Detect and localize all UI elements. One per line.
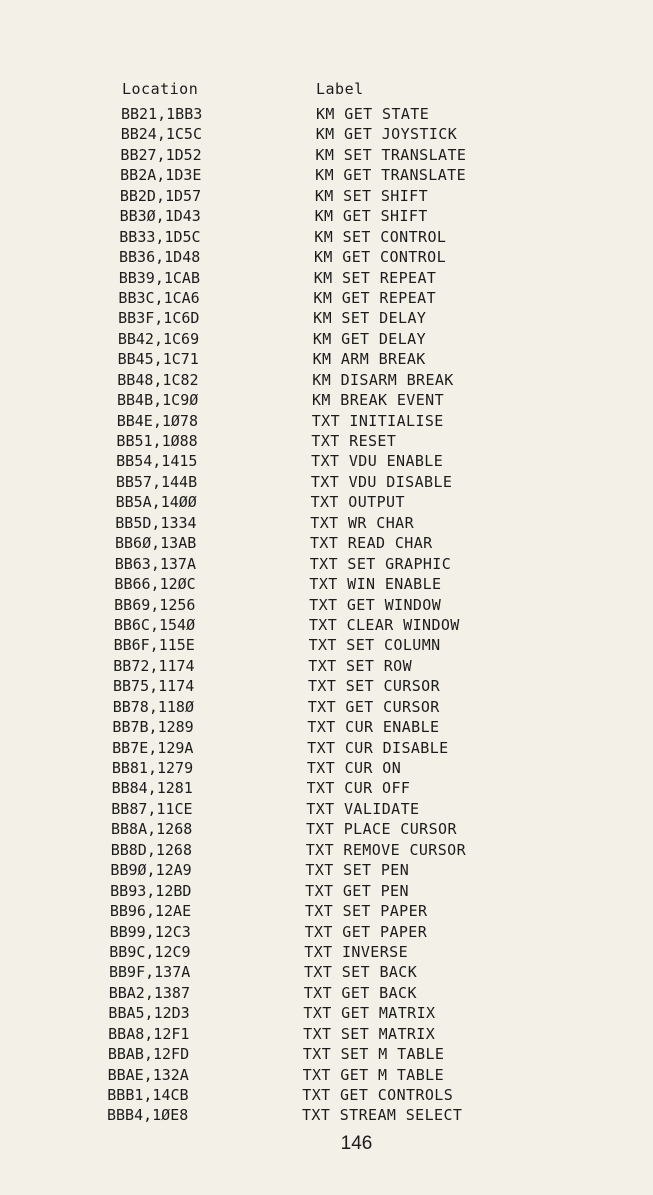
location-cell: BB8A,1268 — [111, 820, 193, 839]
label-cell: KM SET SHIFT — [314, 186, 429, 205]
label-cell: TXT CUR ENABLE — [307, 718, 440, 737]
table-row — [0, 370, 653, 390]
label-cell: TXT PLACE CURSOR — [306, 820, 457, 839]
table-row — [0, 860, 653, 880]
label-cell: TXT SET COLUMN — [308, 636, 441, 655]
location-cell: BBAB,12FD — [107, 1045, 190, 1064]
label-column-header: Label — [316, 80, 364, 98]
location-cell: BB51,1Ø88 — [116, 432, 198, 450]
table-row — [0, 145, 653, 165]
label-cell: TXT SET BACK — [304, 963, 418, 982]
table-row — [0, 881, 653, 901]
location-cell: BB66,12ØC — [114, 575, 196, 594]
label-cell: KM GET REPEAT — [313, 288, 437, 307]
table-row — [0, 492, 653, 512]
label-cell: TXT VDU DISABLE — [310, 472, 453, 491]
location-cell: BB93,12BD — [110, 881, 192, 900]
table-row — [0, 717, 653, 737]
label-cell: TXT SET PAPER — [304, 902, 428, 921]
location-cell: BBAE,132A — [107, 1065, 189, 1084]
location-cell: BB7B,1289 — [112, 718, 194, 737]
label-cell: TXT STREAM SELECT — [302, 1106, 463, 1125]
entry-list — [0, 104, 653, 1126]
location-cell: BB9Ø,12A9 — [110, 861, 192, 880]
table-row — [0, 165, 653, 185]
label-cell: KM SET TRANSLATE — [315, 145, 467, 164]
location-cell: BB36,1D48 — [119, 248, 201, 267]
location-cell: BB9C,12C9 — [109, 942, 191, 961]
table-row — [0, 206, 653, 226]
table-row — [0, 962, 653, 982]
location-cell: BB5A,14ØØ — [115, 493, 197, 512]
table-row — [0, 1044, 653, 1064]
page-number: 146 — [340, 1133, 373, 1154]
label-cell: TXT CUR ON — [306, 759, 402, 777]
location-cell: BB75,1174 — [113, 677, 195, 696]
label-cell: TXT GET MATRIX — [303, 1004, 436, 1023]
location-cell: BB57,144B — [115, 472, 198, 491]
location-cell: BB2A,1D3E — [120, 166, 202, 185]
table-row — [0, 329, 653, 349]
location-cell: BBA2,1387 — [108, 983, 190, 1002]
label-cell: KM GET JOYSTICK — [315, 125, 458, 144]
table-row — [0, 635, 653, 655]
location-cell: BB2D,1D57 — [119, 186, 202, 205]
table-row — [0, 922, 653, 942]
table-row — [0, 411, 653, 431]
table-row — [0, 513, 653, 533]
location-cell: BB72,1174 — [113, 656, 195, 675]
label-cell: KM GET DELAY — [312, 329, 427, 348]
location-cell: BB78,118Ø — [112, 697, 194, 716]
location-cell: BB8D,1268 — [110, 840, 192, 859]
label-cell: KM SET CONTROL — [314, 227, 447, 246]
label-cell: KM ARM BREAK — [312, 350, 426, 369]
label-cell: TXT RESET — [311, 432, 397, 450]
location-cell: BB24,1C5C — [120, 125, 202, 144]
label-cell: KM GET STATE — [316, 105, 430, 123]
location-cell: BB6C,154Ø — [113, 615, 196, 634]
table-row — [0, 574, 653, 594]
location-cell: BB45,1C71 — [117, 350, 199, 369]
label-cell: TXT GET WINDOW — [309, 595, 442, 614]
label-cell: TXT GET CURSOR — [307, 697, 440, 716]
location-cell: BBB4,1ØE8 — [107, 1106, 189, 1125]
label-cell: TXT VDU ENABLE — [311, 452, 444, 471]
table-row — [0, 124, 653, 144]
location-cell: BB42,1C69 — [117, 329, 200, 348]
label-cell: TXT READ CHAR — [310, 534, 433, 553]
location-cell: BB3Ø,1D43 — [119, 207, 201, 226]
label-cell: KM SET DELAY — [313, 309, 427, 328]
location-cell: BB87,11CE — [111, 799, 193, 818]
location-cell: BBA8,12F1 — [108, 1024, 190, 1043]
location-cell: BB5D,1334 — [115, 513, 197, 532]
table-row — [0, 595, 653, 615]
label-cell: KM GET TRANSLATE — [315, 166, 467, 185]
table-row — [0, 840, 653, 860]
label-cell: TXT GET PEN — [305, 881, 409, 900]
table-row — [0, 554, 653, 574]
label-cell: TXT SET PEN — [305, 861, 410, 880]
label-cell: TXT INVERSE — [304, 942, 409, 961]
location-cell: BBA5,12D3 — [108, 1004, 190, 1023]
table-row — [0, 758, 653, 778]
table-row — [0, 247, 653, 267]
table-row — [0, 288, 653, 308]
label-cell: TXT GET BACK — [303, 983, 417, 1002]
label-cell: KM SET REPEAT — [313, 268, 437, 287]
location-cell: BBB1,14CB — [107, 1086, 189, 1104]
label-cell: TXT CUR OFF — [306, 779, 411, 798]
table-row — [0, 615, 653, 635]
table-row — [0, 533, 653, 553]
location-cell: BB39,1CAB — [118, 268, 200, 287]
label-cell: KM DISARM BREAK — [312, 370, 454, 389]
location-cell: BB3C,1CA6 — [118, 288, 200, 307]
label-cell: TXT VALIDATE — [306, 799, 420, 818]
location-cell: BB96,12AE — [109, 902, 192, 921]
location-cell: BB4B,1C9Ø — [117, 391, 199, 410]
label-cell: TXT SET MATRIX — [303, 1024, 436, 1043]
table-row — [0, 349, 653, 369]
table-row — [0, 983, 653, 1003]
table-row — [0, 738, 653, 758]
label-cell: TXT CLEAR WINDOW — [308, 615, 460, 634]
label-cell: KM GET SHIFT — [314, 207, 428, 226]
table-row — [0, 308, 653, 328]
table-row — [0, 472, 653, 492]
label-cell: TXT SET M TABLE — [302, 1045, 445, 1064]
label-cell: TXT WR CHAR — [310, 513, 415, 532]
table-row — [0, 819, 653, 839]
location-cell: BB69,1256 — [114, 595, 196, 614]
location-cell: BB21,1BB3 — [121, 105, 203, 123]
location-cell: BB6F,115E — [113, 636, 195, 655]
label-cell: KM BREAK EVENT — [312, 391, 445, 410]
location-cell: BB27,1D52 — [120, 145, 202, 164]
location-cell: BB9F,137A — [109, 963, 191, 982]
table-row — [0, 1085, 653, 1105]
location-cell: BB33,1D5C — [119, 227, 201, 246]
location-cell: BB6Ø,13AB — [115, 534, 197, 553]
table-row — [0, 676, 653, 696]
location-cell: BB3F,1C6D — [118, 309, 200, 328]
table-row — [0, 268, 653, 288]
label-cell: TXT GET M TABLE — [302, 1065, 445, 1084]
location-cell: BB48,1C82 — [117, 370, 199, 389]
label-cell: TXT CUR DISABLE — [307, 738, 449, 757]
label-cell: TXT WIN ENABLE — [309, 575, 442, 594]
table-row — [0, 431, 653, 451]
table-row — [0, 227, 653, 247]
table-row — [0, 697, 653, 717]
table-row — [0, 799, 653, 819]
table-row — [0, 942, 653, 962]
table-row — [0, 186, 653, 206]
label-cell: TXT SET GRAPHIC — [309, 554, 452, 573]
location-column-header: Location — [122, 80, 199, 98]
label-cell: TXT SET CURSOR — [308, 677, 441, 696]
location-cell: BB84,1281 — [111, 779, 193, 798]
location-cell: BB4E,1Ø78 — [116, 411, 198, 430]
location-cell: BB63,137A — [114, 554, 196, 573]
table-row — [0, 1024, 653, 1044]
table-row — [0, 1003, 653, 1023]
label-cell: TXT SET ROW — [308, 656, 413, 675]
location-cell: BB81,1279 — [111, 759, 194, 777]
location-cell: BB54,1415 — [116, 452, 198, 471]
table-row — [0, 104, 653, 124]
label-cell: TXT INITIALISE — [311, 411, 444, 430]
table-row — [0, 1065, 653, 1085]
table-row — [0, 390, 653, 410]
label-cell: TXT GET PAPER — [304, 922, 428, 941]
table-row — [0, 778, 653, 798]
label-cell: TXT GET CONTROLS — [302, 1086, 454, 1104]
table-row — [0, 901, 653, 921]
location-cell: BB99,12C3 — [109, 922, 191, 941]
label-cell: KM GET CONTROL — [314, 248, 447, 267]
label-cell: TXT REMOVE CURSOR — [305, 840, 467, 859]
table-row — [0, 1105, 653, 1125]
table-row — [0, 451, 653, 471]
table-row — [0, 656, 653, 676]
location-cell: BB7E,129A — [112, 738, 194, 757]
label-cell: TXT OUTPUT — [310, 493, 405, 512]
